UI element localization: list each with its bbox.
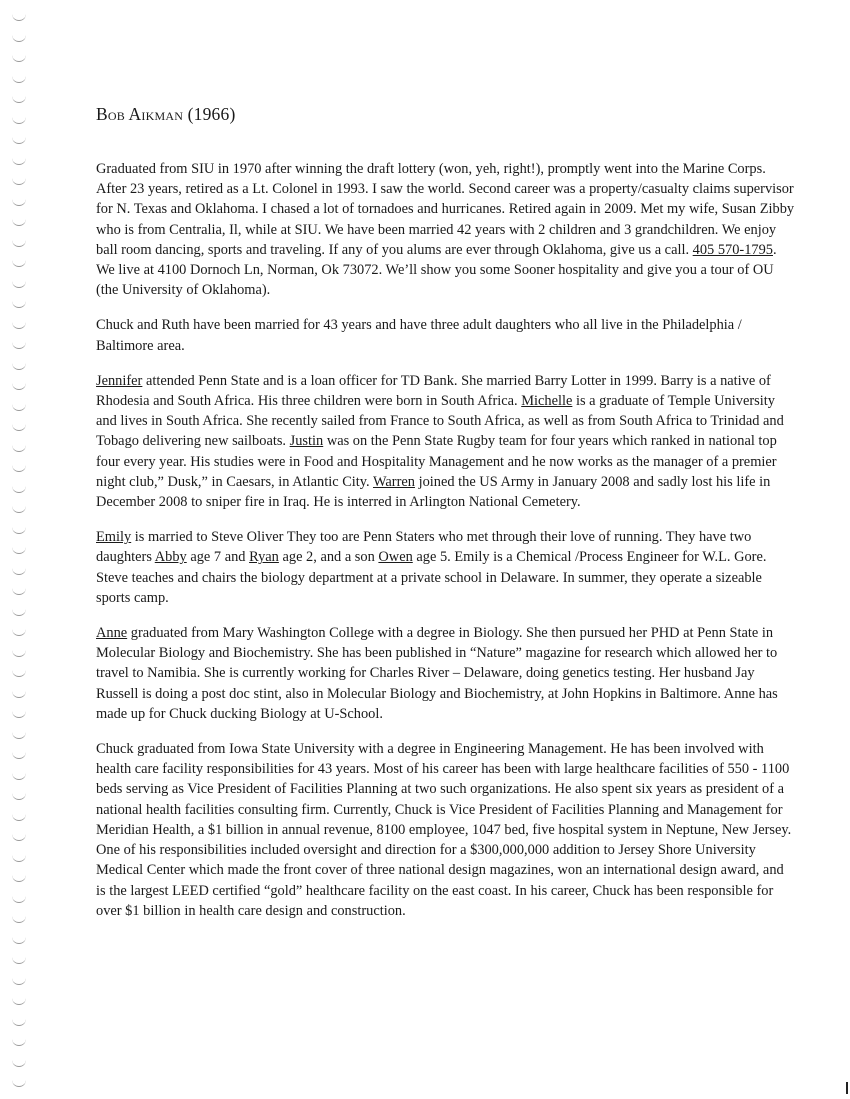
binder-hole-icon (12, 588, 26, 595)
binder-hole-icon (12, 96, 26, 103)
text-segment: graduated from Mary Washington College with a degree in Biology. She then pursued her PHD at Penn State in Molecular Biology and Biochemistry. She has been published in “Nature” magazine for research which allowed her to travel to Namibia. She is currently working for Charles River – Delaware, doing genetics testing. Her husband Jay Russell is doing a post doc stint, also in Molecular Biology and Biochemistry, at John Hopkins in Baltimore. Anne has made up for Chuck ducking Biology at U-School. (96, 625, 778, 722)
text-segment: Chuck graduated from Iowa State University with a degree in Engineering Management. He has been involved with health care facility responsibilities for 43 years. Most of his career has been with large healthcare facilities of 550 - 1100 beds serving as Vice President of Facilities Planning at two such organizations. He also spent six years as president of a national health facilities consulting firm. Currently, Chuck is Vice President of Facilities Planning and Management for Meridian Health, a $1 billion in annual revenue, 8100 employee, 1047 bed, five hospital system in Neptune, New Jersey. One of his responsibilities included oversight and direction for a $300,000,000 addition to Jersey Shore University Medical Center which made the front cover of three national design magazines, won an international design award, and is the largest LEED certified “gold” healthcare facility on the east coast. In his career, Chuck has been responsible for over $1 billion in health care design and construction. (96, 741, 792, 919)
binder-hole-icon (12, 137, 26, 144)
binder-hole-icon (12, 834, 26, 841)
binder-hole-icon (12, 793, 26, 800)
underlined-text: Michelle (521, 393, 573, 410)
binder-hole-icon (12, 670, 26, 677)
binder-hole-icon (12, 506, 26, 513)
underlined-text: Jennifer (96, 372, 143, 389)
paragraph (96, 527, 796, 608)
binder-hole-icon (12, 486, 26, 493)
binder-hole-icon (12, 199, 26, 206)
binder-hole-icon (12, 691, 26, 698)
binder-hole-icon (12, 732, 26, 739)
binder-hole-icon (12, 650, 26, 657)
binder-hole-icon (12, 260, 26, 267)
binder-hole-icon (12, 568, 26, 575)
text-segment: was on the Penn State Rugby team for four years which ranked in national top four every year. His studies were in Food and Hospitality Management and he now works as the manager of a premier night club,” Dusk,” in Caesars, in Atlantic City. (96, 433, 777, 490)
underlined-text: Justin (289, 433, 324, 450)
text-segment: Graduated from SIU in 1970 after winning the draft lottery (won, yeh, right!), promptly went into the Marine Corps. After 23 years, retired as a Lt. Colonel in 1993. I saw the world. Second career was a property/casualty claims supervisor for N. Texas and Oklahoma. I chased a lot of tornadoes and hurricanes. Retired again in 2009. Met my wife, Susan Zibby who is from Centralia, Il, while at SIU. We have been married 42 years with 2 children and 3 grandchildren. We enjoy ball room dancing, sports and traveling. If any of you alums are ever through Oklahoma, give us a call. (96, 161, 795, 258)
scan-mark (846, 1082, 848, 1094)
paragraph (96, 315, 796, 355)
binder-hole-icon (12, 35, 26, 42)
binder-hole-icon (12, 445, 26, 452)
document-body (96, 159, 796, 921)
binder-hole-icon (12, 158, 26, 165)
binder-hole-icon (12, 1039, 26, 1046)
binder-hole-icon (12, 342, 26, 349)
paragraph (96, 739, 796, 921)
binder-hole-icon (12, 14, 26, 21)
binder-hole-icon (12, 465, 26, 472)
underlined-text: Anne (96, 625, 128, 642)
binder-hole-icon (12, 875, 26, 882)
binder-hole-icon (12, 711, 26, 718)
binder-hole-icon (12, 547, 26, 554)
binder-holes (0, 0, 40, 1099)
text-segment: is a graduate of Temple University and lives in South Africa. She recently sailed from France to South Africa, as well as from South Africa to Trinidad and Tobago delivering new sailboats. (96, 393, 784, 450)
binder-hole-icon (12, 1019, 26, 1026)
binder-hole-icon (12, 281, 26, 288)
binder-hole-icon (12, 424, 26, 431)
text-segment: . We live at 4100 Dornoch Ln, Norman, Ok 73072. We’ll show you some Sooner hospitality and give you a tour of OU (the University of Oklahoma). (96, 241, 777, 299)
binder-hole-icon (12, 363, 26, 370)
binder-hole-icon (12, 978, 26, 985)
binder-hole-icon (12, 916, 26, 923)
binder-hole-icon (12, 322, 26, 329)
binder-hole-icon (12, 383, 26, 390)
binder-hole-icon (12, 937, 26, 944)
document-page (96, 104, 796, 936)
binder-hole-icon (12, 1060, 26, 1067)
binder-hole-icon (12, 117, 26, 124)
underlined-text: Warren (372, 473, 415, 490)
binder-hole-icon (12, 55, 26, 62)
binder-hole-icon (12, 752, 26, 759)
binder-hole-icon (12, 178, 26, 185)
underlined-text: 405 570-1795 (692, 241, 773, 258)
text-segment: Chuck and Ruth have been married for 43 years and have three adult daughters who all live in the Philadelphia / Baltimore area. (96, 317, 742, 354)
binder-hole-icon (12, 76, 26, 83)
underlined-text: Ryan (249, 549, 279, 566)
text-segment: age 2, and a son (278, 549, 379, 566)
binder-hole-icon (12, 301, 26, 308)
binder-hole-icon (12, 609, 26, 616)
binder-hole-icon (12, 404, 26, 411)
binder-hole-icon (12, 998, 26, 1005)
text-segment: age 7 and (186, 549, 250, 566)
binder-hole-icon (12, 1080, 26, 1087)
binder-hole-icon (12, 629, 26, 636)
paragraph (96, 371, 796, 512)
binder-hole-icon (12, 219, 26, 226)
text-segment: joined the US Army in January 2008 and sadly lost his life in December 2008 to sniper fire in Iraq. He is interred in Arlington National Cemetery. (96, 473, 771, 511)
binder-hole-icon (12, 855, 26, 862)
underlined-text: Owen (378, 549, 413, 566)
paragraph (96, 623, 796, 724)
paragraph (96, 159, 796, 300)
binder-hole-icon (12, 814, 26, 821)
underlined-text: Emily (96, 529, 132, 546)
underlined-text: Abby (154, 549, 187, 566)
binder-hole-icon (12, 240, 26, 247)
page-title: Bob Aikman (1966) (96, 104, 236, 124)
binder-hole-icon (12, 896, 26, 903)
text-segment: is married to Steve Oliver They too are Penn Staters who met through their love of running. They have two daughters (96, 529, 752, 566)
binder-hole-icon (12, 957, 26, 964)
binder-hole-icon (12, 527, 26, 534)
text-segment: age 5. Emily is a Chemical /Process Engineer for W.L. Gore. Steve teaches and chairs the biology department at a private school in Delaware. In summer, they operate a sizeable sports camp. (96, 549, 767, 606)
text-segment: attended Penn State and is a loan officer for TD Bank. She married Barry Lotter in 1999. Barry is a native of Rhodesia and South Africa. His three children were born in South Africa. (96, 372, 771, 410)
binder-hole-icon (12, 773, 26, 780)
